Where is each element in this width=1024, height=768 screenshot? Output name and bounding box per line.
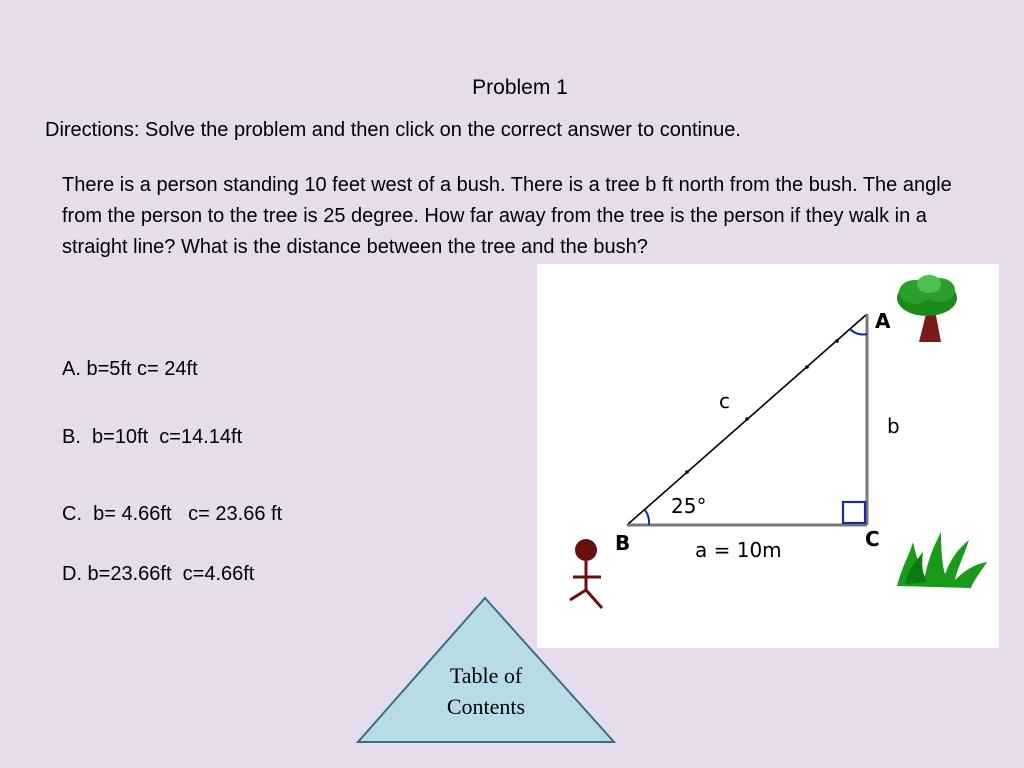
slide-title: Problem 1 <box>472 76 568 99</box>
answer-option-c[interactable]: C. b= 4.66ft c= 23.66 ft <box>62 503 283 525</box>
table-of-contents-button[interactable] <box>356 596 616 746</box>
answer-option-b[interactable]: B. b=10ft c=14.14ft <box>62 426 243 448</box>
angle-label: 25° <box>671 494 707 518</box>
answer-option-a[interactable]: A. b=5ft c= 24ft <box>62 358 198 380</box>
directions-text: Directions: Solve the problem and then click on the correct answer to continue. <box>45 119 741 141</box>
vertex-c-label: C <box>865 527 880 551</box>
side-b-label: b <box>887 414 900 438</box>
problem-text: There is a person standing 10 feet west of a bush. There is a tree b ft north from the bush. The angle from the person to the tree is 25 degree. How far away from the tree is the person if they walk in a straight line? What is the distance between the tree and the bush? <box>62 174 952 258</box>
answer-option-d[interactable]: D. b=23.66ft c=4.66ft <box>62 563 255 585</box>
right-angle-marker <box>843 502 865 523</box>
angle-arc-a <box>850 329 867 334</box>
side-c-label: c <box>719 389 730 413</box>
vertex-b-label: B <box>615 531 631 555</box>
tree-icon <box>897 275 957 342</box>
table-of-contents-label: Table of Contents <box>446 663 526 719</box>
side-a-label: a = 10m <box>695 538 782 562</box>
triangle-diagram <box>537 264 999 648</box>
bush-icon <box>897 532 987 588</box>
angle-arc-b <box>645 510 649 525</box>
vertex-a-label: A <box>875 309 891 333</box>
